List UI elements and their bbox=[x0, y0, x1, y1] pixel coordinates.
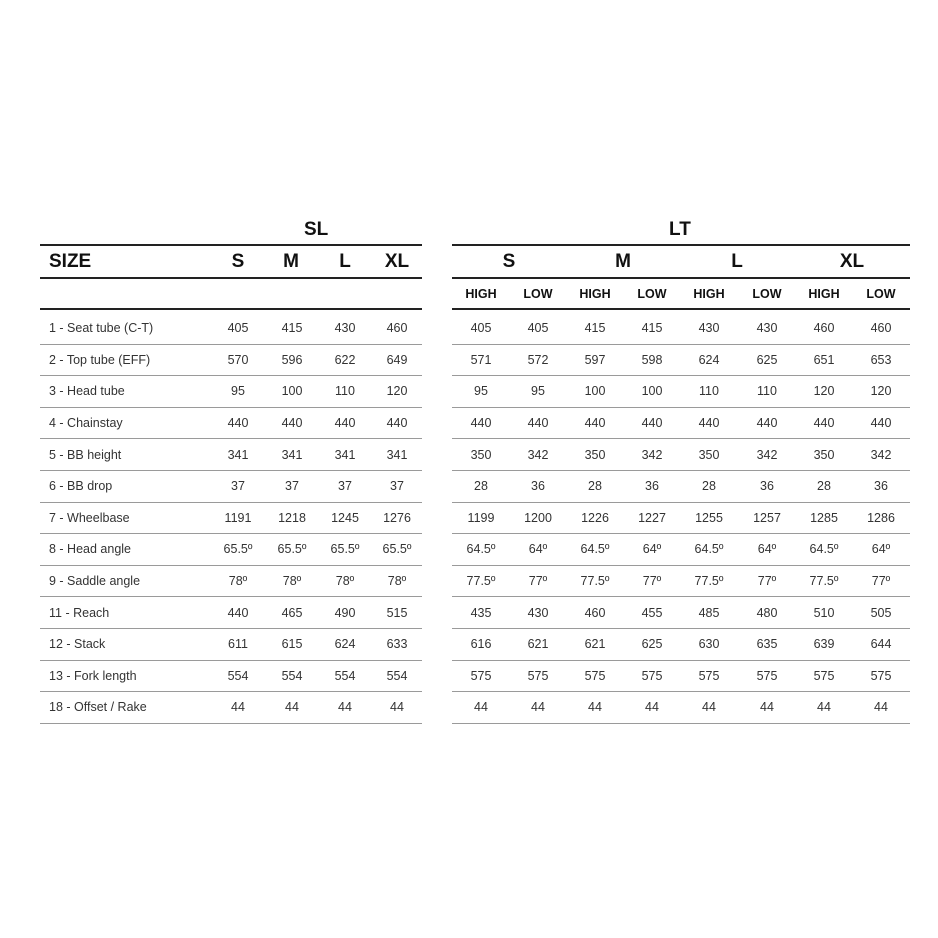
sl-cell: 1276 bbox=[383, 510, 411, 525]
sl-cell: 1191 bbox=[224, 510, 252, 525]
lt-cell: 621 bbox=[527, 637, 549, 652]
sl-cell: 110 bbox=[335, 384, 355, 399]
row-label: 4 - Chainstay bbox=[49, 416, 123, 431]
sl-table-row bbox=[40, 534, 422, 566]
lt-cell: 430 bbox=[698, 321, 720, 336]
lt-cell: 405 bbox=[470, 321, 492, 336]
lt-cell: 64.5º bbox=[694, 542, 724, 557]
lt-cell: 575 bbox=[756, 668, 778, 683]
lt-cell: 430 bbox=[527, 605, 549, 620]
lt-table-row bbox=[452, 661, 910, 693]
lt-sub-low: LOW bbox=[866, 286, 896, 301]
lt-cell: 77.5º bbox=[466, 574, 496, 589]
lt-cell: 440 bbox=[870, 416, 892, 431]
sl-cell: 100 bbox=[281, 384, 303, 399]
lt-table-row bbox=[452, 534, 910, 566]
sl-table-row bbox=[40, 503, 422, 535]
lt-cell: 624 bbox=[698, 352, 720, 367]
sl-cell: 95 bbox=[231, 384, 245, 399]
lt-cell: 435 bbox=[470, 605, 492, 620]
lt-cell: 28 bbox=[474, 479, 488, 494]
lt-cell: 100 bbox=[584, 384, 606, 399]
lt-cell: 440 bbox=[641, 416, 663, 431]
lt-cell: 1255 bbox=[695, 510, 723, 525]
sl-cell: 78º bbox=[228, 574, 248, 589]
lt-cell: 460 bbox=[870, 321, 892, 336]
lt-table-row bbox=[452, 408, 910, 440]
sl-cell: 465 bbox=[281, 605, 303, 620]
lt-cell: 485 bbox=[698, 605, 720, 620]
sl-cell: 341 bbox=[386, 447, 408, 462]
lt-table-row bbox=[452, 597, 910, 629]
lt-cell: 405 bbox=[527, 321, 549, 336]
sl-size-header bbox=[40, 244, 422, 279]
row-label: 2 - Top tube (EFF) bbox=[49, 352, 151, 367]
sl-table-row bbox=[40, 629, 422, 661]
lt-cell: 1200 bbox=[524, 510, 552, 525]
sl-cell: 440 bbox=[227, 416, 249, 431]
lt-cell: 653 bbox=[870, 352, 892, 367]
sl-cell: 440 bbox=[281, 416, 303, 431]
sl-cell: 65.5º bbox=[330, 542, 360, 557]
lt-sub-high: HIGH bbox=[465, 286, 497, 301]
lt-cell: 120 bbox=[813, 384, 835, 399]
lt-cell: 342 bbox=[641, 447, 663, 462]
lt-table-row bbox=[452, 345, 910, 377]
lt-cell: 36 bbox=[531, 479, 545, 494]
row-label: 6 - BB drop bbox=[49, 479, 113, 494]
lt-cell: 1199 bbox=[467, 510, 495, 525]
lt-table-row bbox=[452, 629, 910, 661]
lt-cell: 575 bbox=[813, 668, 835, 683]
lt-cell: 625 bbox=[756, 352, 778, 367]
sl-cell: 570 bbox=[227, 352, 249, 367]
sl-cell: 37 bbox=[390, 479, 404, 494]
lt-high-low-header bbox=[452, 279, 910, 310]
lt-sub-low: LOW bbox=[752, 286, 782, 301]
lt-table-row bbox=[452, 471, 910, 503]
lt-cell: 350 bbox=[698, 447, 720, 462]
sl-cell: 120 bbox=[386, 384, 408, 399]
lt-cell: 571 bbox=[470, 352, 492, 367]
sl-cell: 611 bbox=[228, 637, 248, 652]
row-label: 5 - BB height bbox=[49, 447, 122, 462]
sl-table-row bbox=[40, 345, 422, 377]
sl-title: SL bbox=[304, 219, 329, 240]
lt-cell: 77º bbox=[871, 574, 891, 589]
sl-table-row bbox=[40, 661, 422, 693]
lt-cell: 415 bbox=[641, 321, 663, 336]
lt-cell: 651 bbox=[813, 352, 835, 367]
lt-cell: 644 bbox=[870, 637, 892, 652]
lt-cell: 64º bbox=[528, 542, 548, 557]
sl-cell: 341 bbox=[227, 447, 249, 462]
lt-cell: 110 bbox=[757, 384, 777, 399]
lt-cell: 440 bbox=[698, 416, 720, 431]
sl-geometry-table bbox=[40, 216, 422, 724]
lt-cell: 440 bbox=[584, 416, 606, 431]
lt-cell: 77º bbox=[528, 574, 548, 589]
sl-cell: 554 bbox=[281, 668, 303, 683]
lt-cell: 44 bbox=[531, 700, 545, 715]
sl-table-row bbox=[40, 376, 422, 408]
lt-cell: 635 bbox=[756, 637, 778, 652]
lt-cell: 575 bbox=[584, 668, 606, 683]
row-label: 12 - Stack bbox=[49, 637, 106, 652]
lt-cell: 28 bbox=[588, 479, 602, 494]
lt-size-xl: XL bbox=[839, 250, 865, 272]
sl-cell: 341 bbox=[334, 447, 356, 462]
lt-cell: 100 bbox=[641, 384, 663, 399]
sl-size-l: L bbox=[339, 250, 351, 272]
lt-cell: 120 bbox=[870, 384, 892, 399]
lt-cell: 415 bbox=[584, 321, 606, 336]
lt-size-m: M bbox=[615, 250, 631, 272]
lt-size-l: L bbox=[731, 250, 743, 272]
sl-cell: 78º bbox=[335, 574, 355, 589]
lt-cell: 95 bbox=[531, 384, 545, 399]
lt-cell: 77.5º bbox=[694, 574, 724, 589]
lt-cell: 110 bbox=[699, 384, 719, 399]
lt-cell: 625 bbox=[641, 637, 663, 652]
size-label: SIZE bbox=[49, 250, 92, 272]
lt-cell: 342 bbox=[756, 447, 778, 462]
sl-table-row bbox=[40, 313, 422, 345]
sl-size-m: M bbox=[283, 250, 299, 272]
lt-cell: 28 bbox=[817, 479, 831, 494]
lt-cell: 440 bbox=[813, 416, 835, 431]
lt-cell: 460 bbox=[584, 605, 606, 620]
lt-cell: 460 bbox=[813, 321, 835, 336]
sl-cell: 37 bbox=[285, 479, 299, 494]
sl-cell: 615 bbox=[281, 637, 303, 652]
sl-cell: 430 bbox=[334, 321, 356, 336]
lt-cell: 621 bbox=[584, 637, 606, 652]
row-label: 1 - Seat tube (C-T) bbox=[49, 321, 154, 336]
lt-sub-high: HIGH bbox=[808, 286, 840, 301]
lt-size-s: S bbox=[502, 250, 516, 272]
lt-cell: 36 bbox=[874, 479, 888, 494]
lt-cell: 597 bbox=[584, 352, 606, 367]
sl-table-row bbox=[40, 408, 422, 440]
lt-cell: 1227 bbox=[638, 510, 666, 525]
lt-sub-high: HIGH bbox=[579, 286, 611, 301]
row-label: 11 - Reach bbox=[49, 605, 110, 620]
sl-cell: 622 bbox=[334, 352, 356, 367]
row-label: 3 - Head tube bbox=[49, 384, 125, 399]
row-label: 13 - Fork length bbox=[49, 668, 137, 683]
sl-cell: 554 bbox=[386, 668, 408, 683]
sl-cell: 1245 bbox=[331, 510, 359, 525]
lt-geometry-table bbox=[452, 216, 910, 724]
lt-cell: 510 bbox=[813, 605, 835, 620]
sl-size-s: S bbox=[231, 250, 245, 272]
lt-cell: 350 bbox=[470, 447, 492, 462]
sl-cell: 1218 bbox=[278, 510, 306, 525]
lt-cell: 1226 bbox=[581, 510, 609, 525]
lt-cell: 44 bbox=[874, 700, 888, 715]
lt-cell: 44 bbox=[817, 700, 831, 715]
lt-cell: 342 bbox=[870, 447, 892, 462]
sl-cell: 65.5º bbox=[382, 542, 412, 557]
lt-size-header bbox=[452, 244, 910, 279]
sl-cell: 78º bbox=[282, 574, 302, 589]
sl-cell: 405 bbox=[227, 321, 249, 336]
lt-cell: 1285 bbox=[810, 510, 838, 525]
lt-cell: 350 bbox=[584, 447, 606, 462]
lt-cell: 430 bbox=[756, 321, 778, 336]
lt-cell: 480 bbox=[756, 605, 778, 620]
sl-cell: 65.5º bbox=[223, 542, 253, 557]
sl-cell: 440 bbox=[227, 605, 249, 620]
sl-body bbox=[40, 313, 422, 724]
sl-table-row bbox=[40, 439, 422, 471]
sl-size-xl: XL bbox=[384, 250, 410, 272]
row-label: 7 - Wheelbase bbox=[49, 510, 130, 525]
lt-cell: 77.5º bbox=[580, 574, 610, 589]
sl-cell: 633 bbox=[386, 637, 408, 652]
lt-sub-low: LOW bbox=[523, 286, 553, 301]
lt-sub-high: HIGH bbox=[693, 286, 725, 301]
lt-cell: 44 bbox=[702, 700, 716, 715]
lt-cell: 95 bbox=[474, 384, 488, 399]
sl-cell: 440 bbox=[386, 416, 408, 431]
sl-cell: 78º bbox=[387, 574, 407, 589]
sl-cell: 554 bbox=[334, 668, 356, 683]
lt-cell: 598 bbox=[641, 352, 663, 367]
lt-cell: 575 bbox=[641, 668, 663, 683]
sl-cell: 596 bbox=[281, 352, 303, 367]
sl-title-row bbox=[40, 216, 422, 244]
lt-cell: 575 bbox=[698, 668, 720, 683]
sl-cell: 44 bbox=[338, 700, 352, 715]
lt-cell: 616 bbox=[470, 637, 492, 652]
sl-cell: 44 bbox=[285, 700, 299, 715]
row-label: 9 - Saddle angle bbox=[49, 574, 141, 589]
lt-table-row bbox=[452, 376, 910, 408]
lt-cell: 575 bbox=[870, 668, 892, 683]
lt-cell: 28 bbox=[702, 479, 716, 494]
lt-cell: 639 bbox=[813, 637, 835, 652]
sl-table-row bbox=[40, 692, 422, 724]
lt-cell: 440 bbox=[527, 416, 549, 431]
lt-cell: 630 bbox=[698, 637, 720, 652]
sl-cell: 415 bbox=[281, 321, 303, 336]
sl-table-row bbox=[40, 471, 422, 503]
sl-cell: 460 bbox=[386, 321, 408, 336]
lt-cell: 64º bbox=[871, 542, 891, 557]
lt-table-row bbox=[452, 692, 910, 724]
lt-cell: 44 bbox=[474, 700, 488, 715]
sl-cell: 65.5º bbox=[277, 542, 307, 557]
row-label: 18 - Offset / Rake bbox=[49, 700, 147, 715]
lt-cell: 77º bbox=[757, 574, 777, 589]
sl-cell: 37 bbox=[338, 479, 352, 494]
lt-cell: 44 bbox=[760, 700, 774, 715]
lt-cell: 64º bbox=[757, 542, 777, 557]
sl-cell: 624 bbox=[334, 637, 356, 652]
sl-table-row bbox=[40, 597, 422, 629]
lt-cell: 575 bbox=[470, 668, 492, 683]
lt-cell: 36 bbox=[645, 479, 659, 494]
lt-cell: 455 bbox=[641, 605, 663, 620]
lt-cell: 350 bbox=[813, 447, 835, 462]
sl-cell: 649 bbox=[386, 352, 408, 367]
lt-body bbox=[452, 313, 910, 724]
sl-cell: 37 bbox=[231, 479, 245, 494]
lt-cell: 77.5º bbox=[809, 574, 839, 589]
lt-cell: 575 bbox=[527, 668, 549, 683]
sl-cell: 44 bbox=[231, 700, 245, 715]
lt-table-row bbox=[452, 503, 910, 535]
lt-cell: 44 bbox=[588, 700, 602, 715]
lt-cell: 440 bbox=[470, 416, 492, 431]
sl-table-row bbox=[40, 566, 422, 598]
sl-cell: 440 bbox=[334, 416, 356, 431]
sl-cell: 554 bbox=[227, 668, 249, 683]
sl-cell: 515 bbox=[386, 605, 408, 620]
sl-cell: 44 bbox=[390, 700, 404, 715]
sl-subheader-blank bbox=[40, 279, 422, 310]
lt-cell: 64.5º bbox=[580, 542, 610, 557]
lt-table-row bbox=[452, 566, 910, 598]
lt-sub-low: LOW bbox=[637, 286, 667, 301]
lt-title-row bbox=[452, 216, 910, 244]
sl-cell: 341 bbox=[281, 447, 303, 462]
lt-cell: 505 bbox=[870, 605, 892, 620]
lt-title: LT bbox=[669, 219, 691, 240]
lt-cell: 440 bbox=[756, 416, 778, 431]
lt-cell: 1257 bbox=[753, 510, 781, 525]
lt-cell: 77º bbox=[642, 574, 662, 589]
lt-cell: 64.5º bbox=[466, 542, 496, 557]
lt-cell: 64º bbox=[642, 542, 662, 557]
row-label: 8 - Head angle bbox=[49, 542, 132, 557]
lt-cell: 1286 bbox=[867, 510, 895, 525]
lt-cell: 572 bbox=[527, 352, 549, 367]
lt-cell: 64.5º bbox=[809, 542, 839, 557]
lt-table-row bbox=[452, 439, 910, 471]
lt-table-row bbox=[452, 313, 910, 345]
lt-cell: 36 bbox=[760, 479, 774, 494]
lt-cell: 342 bbox=[527, 447, 549, 462]
lt-cell: 44 bbox=[645, 700, 659, 715]
sl-cell: 490 bbox=[334, 605, 356, 620]
